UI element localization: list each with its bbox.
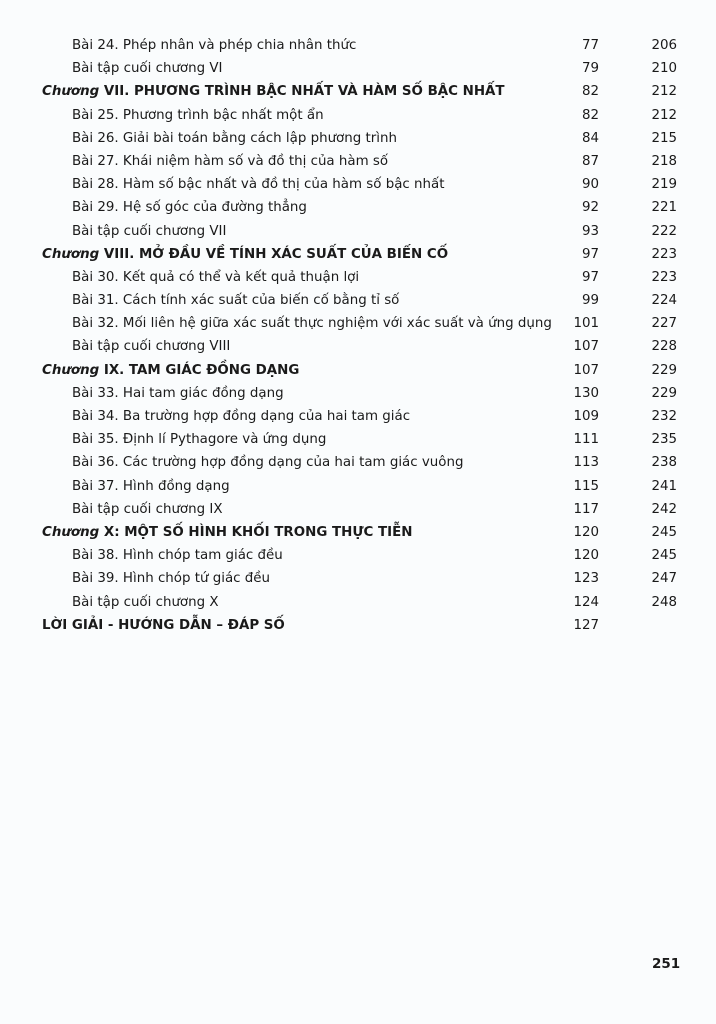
entry-answer-page: 229 bbox=[651, 362, 677, 378]
toc-entry bbox=[0, 335, 716, 358]
entry-answer-page: 221 bbox=[651, 200, 677, 216]
chapter-label: Chương bbox=[42, 84, 100, 100]
entry-answer-page: 247 bbox=[651, 571, 677, 587]
entry-page: 82 bbox=[581, 107, 599, 123]
entry-answer-page: 206 bbox=[651, 38, 677, 53]
entry-title: Bài 27. Khái niệm hàm số và đồ thị của hàm số bbox=[72, 153, 389, 169]
entry-answer-page: 215 bbox=[651, 130, 677, 146]
entry-answer-page: 232 bbox=[651, 409, 677, 424]
chapter-label: Chương bbox=[42, 524, 100, 540]
entry-page: 124 bbox=[573, 594, 599, 610]
page-number: 251 bbox=[652, 956, 681, 972]
toc-entry bbox=[0, 591, 716, 614]
entry-title: Bài tập cuối chương X bbox=[72, 594, 219, 610]
toc-entry bbox=[0, 567, 716, 590]
entry-page: 84 bbox=[581, 130, 599, 146]
toc-answers bbox=[0, 614, 716, 637]
entry-page: 87 bbox=[581, 153, 599, 169]
toc-entry bbox=[0, 220, 716, 243]
entry-title: Bài 39. Hình chóp tứ giác đều bbox=[72, 571, 271, 587]
entry-page: 109 bbox=[573, 409, 599, 424]
entry-page: 127 bbox=[573, 617, 599, 633]
entry-title: Bài 29. Hệ số góc của đường thẳng bbox=[72, 200, 307, 216]
entry-answer-page: 248 bbox=[651, 594, 677, 610]
chapter-name: X: MỘT SỐ HÌNH KHỐI TRONG THỰC TIỄN bbox=[99, 524, 413, 540]
entry-title: Bài 34. Ba trường hợp đồng dạng của hai tam giác bbox=[72, 409, 411, 424]
chapter-name: VIII. MỞ ĐẦU VỀ TÍNH XÁC SUẤT CỦA BIẾN CỐ bbox=[99, 246, 449, 262]
entry-title: Bài 36. Các trường hợp đồng dạng của hai tam giác vuông bbox=[72, 455, 464, 471]
entry-title: Bài tập cuối chương VIII bbox=[72, 339, 231, 355]
answers-title: LỜI GIẢI - HƯỚNG DẪN – ĐÁP SỐ bbox=[42, 617, 285, 633]
toc-entry bbox=[0, 150, 716, 173]
entry-answer-page: 242 bbox=[651, 501, 677, 517]
toc-entry bbox=[0, 405, 716, 428]
entry-answer-page: 228 bbox=[651, 339, 677, 355]
entry-title: Bài 33. Hai tam giác đồng dạng bbox=[72, 385, 284, 401]
chapter-title bbox=[42, 80, 505, 103]
entry-title: Bài 24. Phép nhân và phép chia nhân thức bbox=[72, 38, 357, 53]
entry-answer-page: 212 bbox=[651, 107, 677, 123]
entry-title: Bài 25. Phương trình bậc nhất một ẩn bbox=[72, 107, 324, 123]
chapter-name: VII. PHƯƠNG TRÌNH BẬC NHẤT VÀ HÀM SỐ BẬC NHẤT bbox=[99, 84, 505, 100]
entry-page: 113 bbox=[573, 455, 599, 471]
entry-title: Bài 38. Hình chóp tam giác đều bbox=[72, 548, 283, 564]
toc-entry bbox=[0, 57, 716, 80]
entry-answer-page: 227 bbox=[651, 316, 677, 332]
entry-title: Bài 26. Giải bài toán bằng cách lập phương trình bbox=[72, 130, 397, 146]
chapter-label: Chương bbox=[42, 246, 100, 262]
toc-entry bbox=[0, 104, 716, 127]
toc-entry bbox=[0, 544, 716, 567]
toc-entry bbox=[0, 289, 716, 312]
entry-title: Bài tập cuối chương VI bbox=[72, 61, 223, 77]
table-of-contents bbox=[0, 34, 716, 637]
toc-entry bbox=[0, 428, 716, 451]
toc-chapter bbox=[0, 243, 716, 266]
entry-title: Bài 37. Hình đồng dạng bbox=[72, 478, 230, 494]
toc-entry bbox=[0, 451, 716, 474]
toc-chapter bbox=[0, 359, 716, 382]
entry-title: Bài 32. Mối liên hệ giữa xác suất thực nghiệm với xác suất và ứng dụng bbox=[72, 316, 552, 332]
toc-entry bbox=[0, 475, 716, 498]
entry-answer-page: 229 bbox=[651, 385, 677, 401]
toc-entry bbox=[0, 34, 716, 57]
toc-entry bbox=[0, 196, 716, 219]
entry-answer-page: 223 bbox=[651, 246, 677, 262]
toc-entry bbox=[0, 127, 716, 150]
entry-page: 107 bbox=[573, 339, 599, 355]
entry-page: 93 bbox=[581, 223, 599, 239]
entry-page: 99 bbox=[581, 293, 599, 309]
chapter-title bbox=[42, 243, 448, 266]
entry-answer-page: 238 bbox=[651, 455, 677, 471]
toc-entry bbox=[0, 382, 716, 405]
entry-page: 90 bbox=[581, 177, 599, 193]
entry-page: 111 bbox=[573, 432, 599, 448]
entry-answer-page: 235 bbox=[651, 432, 677, 448]
toc-entry bbox=[0, 498, 716, 521]
entry-answer-page: 245 bbox=[651, 548, 677, 564]
entry-title: Bài tập cuối chương VII bbox=[72, 223, 227, 239]
entry-answer-page: 222 bbox=[651, 223, 677, 239]
entry-answer-page: 224 bbox=[651, 293, 677, 309]
entry-page: 97 bbox=[581, 246, 599, 262]
entry-page: 79 bbox=[581, 61, 599, 77]
entry-title: Bài 35. Định lí Pythagore và ứng dụng bbox=[72, 432, 327, 448]
entry-page: 130 bbox=[573, 385, 599, 401]
entry-title: Bài 31. Cách tính xác suất của biến cố bằng tỉ số bbox=[72, 293, 400, 309]
entry-answer-page: 245 bbox=[651, 524, 677, 540]
toc-chapter bbox=[0, 80, 716, 103]
entry-page: 82 bbox=[581, 84, 599, 100]
toc-entry bbox=[0, 312, 716, 335]
chapter-label: Chương bbox=[42, 362, 100, 378]
entry-page: 123 bbox=[573, 571, 599, 587]
entry-page: 117 bbox=[573, 501, 599, 517]
entry-title: Bài 28. Hàm số bậc nhất và đồ thị của hàm số bậc nhất bbox=[72, 177, 445, 193]
entry-page: 107 bbox=[573, 362, 599, 378]
entry-answer-page: 218 bbox=[651, 153, 677, 169]
chapter-title bbox=[42, 359, 299, 382]
entry-answer-page: 210 bbox=[651, 61, 677, 77]
entry-answer-page: 223 bbox=[651, 269, 677, 285]
entry-title: Bài tập cuối chương IX bbox=[72, 501, 223, 517]
entry-page: 92 bbox=[581, 200, 599, 216]
entry-answer-page: 219 bbox=[651, 177, 677, 193]
chapter-name: IX. TAM GIÁC ĐỒNG DẠNG bbox=[99, 362, 300, 378]
entry-page: 120 bbox=[573, 524, 599, 540]
entry-page: 77 bbox=[581, 38, 599, 53]
entry-answer-page: 241 bbox=[651, 478, 677, 494]
entry-page: 101 bbox=[573, 316, 599, 332]
entry-title: Bài 30. Kết quả có thể và kết quả thuận lợi bbox=[72, 269, 360, 285]
chapter-title bbox=[42, 521, 412, 544]
entry-page: 120 bbox=[573, 548, 599, 564]
entry-page: 97 bbox=[581, 269, 599, 285]
toc-entry bbox=[0, 173, 716, 196]
entry-answer-page: 212 bbox=[651, 84, 677, 100]
toc-chapter bbox=[0, 521, 716, 544]
entry-page: 115 bbox=[573, 478, 599, 494]
toc-entry bbox=[0, 266, 716, 289]
